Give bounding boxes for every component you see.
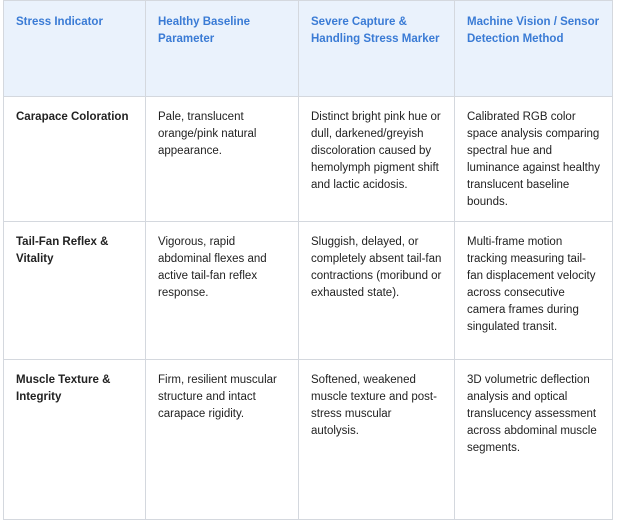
- cell-healthy: Firm, resilient muscular structure and intact carapace rigidity.: [146, 360, 299, 520]
- table-row: [4, 222, 613, 360]
- cell-stress: Softened, weakened muscle texture and post-stress muscular autolysis.: [299, 360, 455, 520]
- cell-indicator: Carapace Coloration: [4, 97, 146, 222]
- header-row: [4, 1, 613, 97]
- cell-stress: Sluggish, delayed, or completely absent tail-fan contractions (moribund or exhausted state).: [299, 222, 455, 360]
- cell-healthy: Pale, translucent orange/pink natural appearance.: [146, 97, 299, 222]
- table-body: [4, 97, 613, 520]
- header-detection-method: Machine Vision / Sensor Detection Method: [455, 1, 613, 97]
- stress-indicator-table-container: [3, 0, 612, 520]
- table-row: [4, 97, 613, 222]
- cell-method: Multi-frame motion tracking measuring tail-fan displacement velocity across consecutive camera frames during singulated transit.: [455, 222, 613, 360]
- table-row: [4, 360, 613, 520]
- header-stress-indicator: Stress Indicator: [4, 1, 146, 97]
- cell-stress: Distinct bright pink hue or dull, darkened/greyish discoloration caused by hemolymph pigment shift and lactic acidosis.: [299, 97, 455, 222]
- header-stress-marker: Severe Capture & Handling Stress Marker: [299, 1, 455, 97]
- stress-indicator-table: [3, 0, 613, 520]
- cell-indicator: Muscle Texture & Integrity: [4, 360, 146, 520]
- cell-method: Calibrated RGB color space analysis comparing spectral hue and luminance against healthy translucent baseline bounds.: [455, 97, 613, 222]
- header-healthy-baseline: Healthy Baseline Parameter: [146, 1, 299, 97]
- cell-method: 3D volumetric deflection analysis and optical translucency assessment across abdominal muscle segments.: [455, 360, 613, 520]
- cell-healthy: Vigorous, rapid abdominal flexes and active tail-fan reflex response.: [146, 222, 299, 360]
- cell-indicator: Tail-Fan Reflex & Vitality: [4, 222, 146, 360]
- table-header: [4, 1, 613, 97]
